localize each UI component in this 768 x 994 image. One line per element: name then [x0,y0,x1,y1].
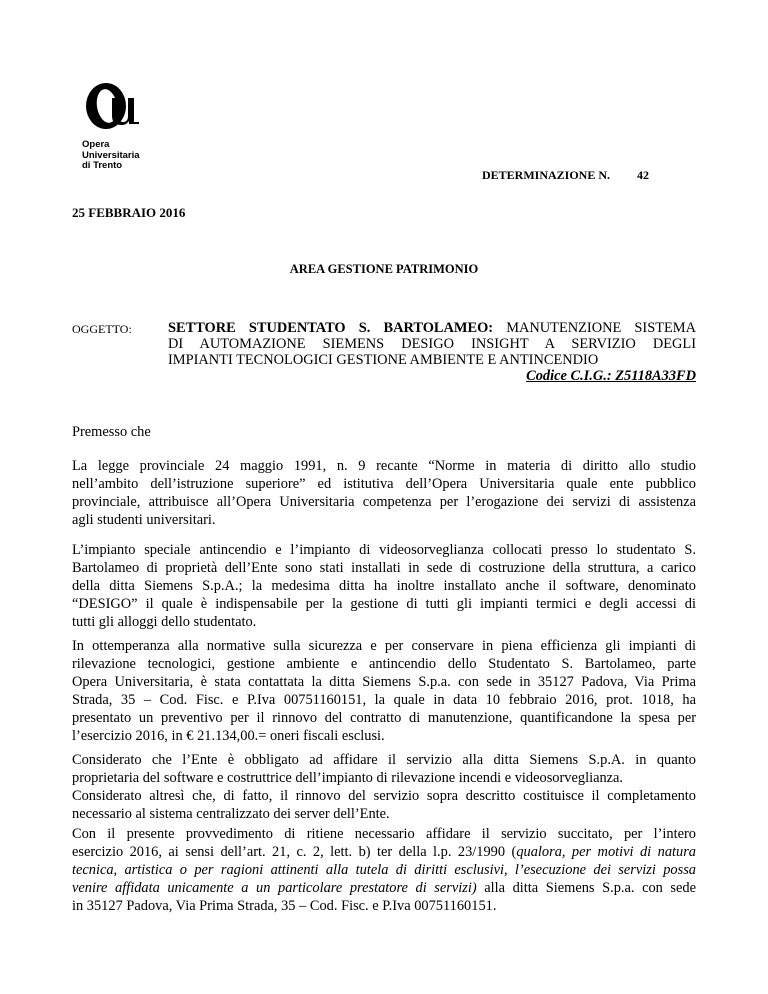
paragraph-4 [72,751,696,823]
p3-line: In ottemperanza alla normative sulla sicurezza e per conservare in piena efficienza gli impianti di [72,638,696,654]
subject-text [168,320,696,368]
document-date: 25 FEBBRAIO 2016 [72,205,186,220]
opera-universitaria-logo [82,76,182,172]
p3-line: l’esercizio 2016, in € 21.134,00.= oneri fiscali esclusi. [72,728,385,744]
subject-line-3: IMPIANTI TECNOLOGICI GESTIONE AMBIENTE E ANTINCENDIO [168,352,599,368]
p5-line-1: Con il presente provvedimento di ritiene necessario affidare il servizio succitato, per l’intero [72,826,696,842]
p2-line: “DESIGO” il quale è indispensabile per la gestione di tutti gli impianti termici e degli accessi di [72,596,696,612]
p2-line: della ditta Siemens S.p.A.; la medesima ditta ha inoltre installato anche il software, denominato [72,578,696,594]
p5-line-2-italic: qualora, per motivi di natura [516,844,696,860]
p4-line: Considerato altresì che, di fatto, il rinnovo del servizio sopra descritto costituisce il completamento [72,788,696,804]
premesso-heading: Premesso che [72,424,151,440]
paragraph-2 [72,541,696,631]
subject-line-1-rest: MANUTENZIONE SISTEMA [493,320,696,336]
logo-line-3: di Trento [82,160,123,171]
subject-label: OGGETTO: [72,322,132,336]
determinazione-number: 42 [637,168,650,182]
p5-line-3-italic: tecnica, artistica o per ragioni attinenti alla tutela di diritti esclusivi, l’esecuzione dei servizi possa [72,862,696,878]
p1-line: La legge provinciale 24 maggio 1991, n. 9 recante “Norme in materia di diritto allo studio [72,458,696,474]
p2-line: L’impianto speciale antincendio e l’impianto di videosorveglianza collocati presso lo studentato S. [72,542,696,558]
p5-line-2-normal: esercizio 2016, ai sensi dell’art. 21, c. 2, lett. b) ter della l.p. 23/1990 ( [72,844,517,860]
p1-line: agli studenti universitari. [72,512,216,528]
p1-line: provinciale, attribuisce all’Opera Universitaria competenza per l’erogazione dei servizi di assistenza [72,494,696,510]
p1-line: nell’ambito dell’istruzione superiore” ed istitutiva dell’Opera Universitaria quale ente pubblico [72,476,696,492]
p5-line-4-normal: alla ditta Siemens S.p.a. con sede [476,880,696,896]
p3-line: Strada, 35 – Cod. Fisc. e P.Iva 00751160151, la quale in data 10 febbraio 2016, prot. 1018, ha [72,692,696,708]
determinazione-label: DETERMINAZIONE N. [482,168,611,182]
p5-line-5: in 35127 Padova, Via Prima Strada, 35 – Cod. Fisc. e P.Iva 00751160151. [72,898,497,914]
ou-monogram-icon [82,76,142,138]
determinazione-heading [482,168,649,183]
subject-line-1 [168,320,696,336]
p3-line: presentato un preventivo per il rinnovo del contratto di manutenzione, quantificandone la spesa per [72,710,696,726]
p4-line: necessario al sistema centralizzato dei server dell’Ente. [72,806,390,822]
area-heading: AREA GESTIONE PATRIMONIO [289,262,479,276]
paragraph-1 [72,457,696,529]
p2-line: Bartolameo di proprietà dell’Ente sono stati installati in sede di costruzione della struttura, a carico [72,560,696,576]
p3-line: rilevazione tecnologici, gestione ambiente e antincendio dello Studentato S. Bartolameo, parte [72,656,696,672]
cig-code: Codice C.I.G.: Z5118A33FD [526,368,696,384]
p3-line: Opera Universitaria, è stata contattata la ditta Siemens S.p.a. con sede in 35127 Padova, Via Prima [72,674,696,690]
p4-line: proprietaria del software e costruttrice dell’impianto di rilevazione incendi e videosorveglianza. [72,770,624,786]
p5-line-4-italic: venire affidata unicamente a un particolare prestatore di servizi) [72,880,477,896]
logo-line-1: Opera [82,139,110,150]
subject-bold-part: SETTORE STUDENTATO S. BARTOLAMEO: [168,320,494,336]
subject-line-2: DI AUTOMAZIONE SIEMENS DESIGO INSIGHT A SERVIZIO DEGLI [168,336,696,352]
p5-line-3 [72,861,696,879]
paragraph-3 [72,637,696,745]
paragraph-5 [72,825,696,915]
p2-line: tutti gli alloggi dello studentato. [72,614,257,630]
p5-line-2 [72,843,696,861]
p4-line: Considerato che l’Ente è obbligato ad affidare il servizio alla ditta Siemens S.p.A. in quanto [72,752,696,768]
logo-line-2: Universitaria [82,149,140,161]
p5-line-4 [72,879,696,897]
